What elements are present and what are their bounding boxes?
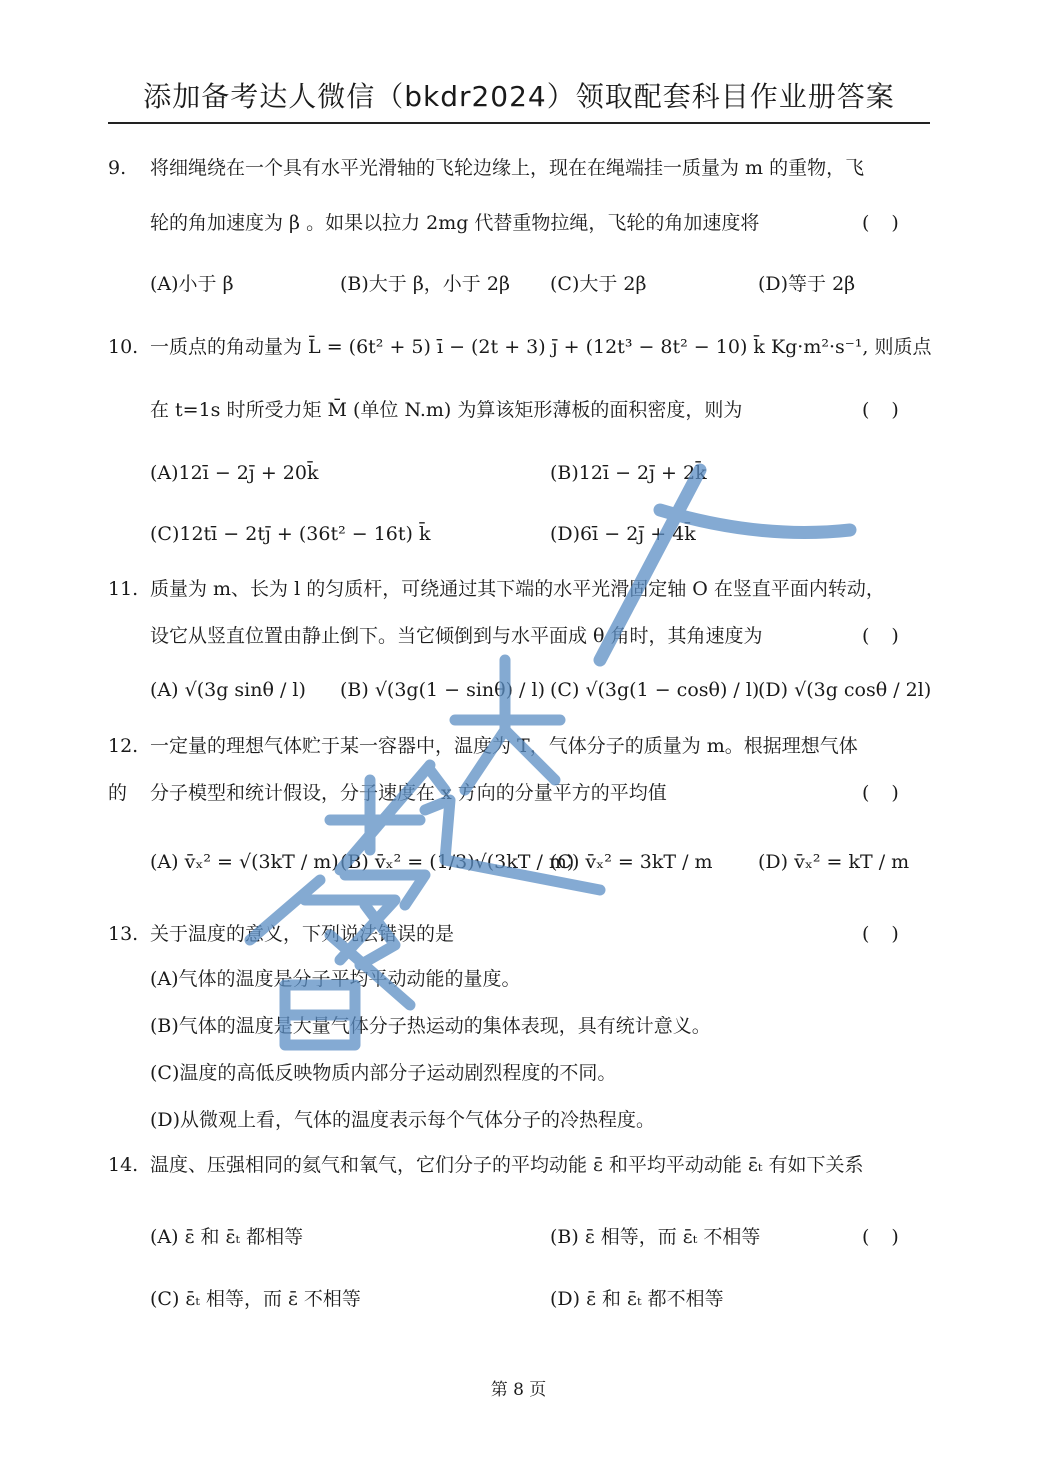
question-9-option-b: (B)大于 β，小于 2β xyxy=(340,273,510,295)
question-number-14: 14. xyxy=(108,1154,139,1176)
question-10-stem-line2: 在 t=1s 时所受力矩 M̄ (单位 N.m) 为算该矩形薄板的面积密度，则为 xyxy=(150,399,743,421)
question-12-stem-line2: 分子模型和统计假设，分子速度在 x 方向的分量平方的平均值 xyxy=(150,782,667,804)
question-14-option-c: (C) ε̄ₜ 相等，而 ε̄ 不相等 xyxy=(150,1288,361,1310)
page-header-title: 添加备考达人微信（bkdr2024）领取配套科目作业册答案 xyxy=(143,80,895,113)
question-13-option-b: (B)气体的温度是大量气体分子热运动的集体表现，具有统计意义。 xyxy=(150,1015,711,1037)
question-13-stem-line1: 关于温度的意义，下列说法错误的是 xyxy=(150,923,455,945)
question-12-answer-parens: () xyxy=(862,782,921,804)
question-11-option-d: (D) √(3g cosθ / 2l) xyxy=(758,679,932,701)
question-12-option-b: (B) v̄ₓ² = (1/3)√(3kT / m) xyxy=(340,851,575,873)
question-13-answer-parens: () xyxy=(862,923,921,945)
question-9-stem-line1: 将细绳绕在一个具有水平光滑轴的飞轮边缘上，现在在绳端挂一质量为 m 的重物，飞 xyxy=(150,157,865,179)
question-9-option-d: (D)等于 2β xyxy=(758,273,856,295)
question-12-stem-prefix: 的 xyxy=(108,782,128,804)
question-11-option-a: (A) √(3g sinθ / l) xyxy=(150,679,306,701)
question-9-option-c: (C)大于 2β xyxy=(550,273,647,295)
question-14-option-a: (A) ε̄ 和 ε̄ₜ 都相等 xyxy=(150,1226,304,1248)
page-number: 第 8 页 xyxy=(490,1380,547,1400)
question-9-stem-line2: 轮的角加速度为 β 。如果以拉力 2mg 代替重物拉绳，飞轮的角加速度将 xyxy=(150,212,760,234)
question-10-option-c: (C)12tī − 2tj̄ + (36t² − 16t) k̄ xyxy=(150,523,431,545)
question-11-answer-parens: () xyxy=(862,625,921,647)
question-12-option-a: (A) v̄ₓ² = √(3kT / m) xyxy=(150,851,339,873)
question-14-option-b: (B) ε̄ 相等，而 ε̄ₜ 不相等 xyxy=(550,1226,761,1248)
question-10-answer-parens: () xyxy=(862,399,921,421)
question-number-9: 9. xyxy=(108,157,127,179)
question-10-option-d: (D)6ī − 2j̄ + 4k̄ xyxy=(550,523,696,545)
question-number-12: 12. xyxy=(108,735,139,757)
question-11-stem-line1: 质量为 m、长为 l 的匀质杆，可绕通过其下端的水平光滑固定轴 O 在竖直平面内转动， xyxy=(150,578,885,600)
question-10-option-a: (A)12ī − 2j̄ + 20k̄ xyxy=(150,462,319,484)
question-number-10: 10. xyxy=(108,336,139,358)
question-10-option-b: (B)12ī − 2j̄ + 2k̄ xyxy=(550,462,707,484)
question-14-stem-line1: 温度、压强相同的氦气和氧气，它们分子的平均动能 ε̄ 和平均平动动能 ε̄ₜ 有如下关系 xyxy=(150,1154,864,1176)
question-11-option-c: (C) √(3g(1 − cosθ) / l) xyxy=(550,679,760,701)
question-14-option-d: (D) ε̄ 和 ε̄ₜ 都不相等 xyxy=(550,1288,724,1310)
question-13-option-d: (D)从微观上看，气体的温度表示每个气体分子的冷热程度。 xyxy=(150,1109,656,1131)
question-number-11: 11. xyxy=(108,578,139,600)
question-11-stem-line2: 设它从竖直位置由静止倒下。当它倾倒到与水平面成 θ 角时，其角速度为 xyxy=(150,625,763,647)
question-9-answer-parens: () xyxy=(862,212,921,234)
question-number-13: 13. xyxy=(108,923,139,945)
question-13-option-a: (A)气体的温度是分子平均平动动能的量度。 xyxy=(150,968,521,990)
question-12-option-d: (D) v̄ₓ² = kT / m xyxy=(758,851,910,873)
question-10-stem-line1: 一质点的角动量为 L̄ = (6t² + 5) ī − (2t + 3) j̄ + (12t³ − 8t² − 10) k̄ Kg·m²·s⁻¹, 则质点 xyxy=(150,336,932,358)
question-12-option-c: (C) v̄ₓ² = 3kT / m xyxy=(550,851,713,873)
question-13-option-c: (C)温度的高低反映物质内部分子运动剧烈程度的不同。 xyxy=(150,1062,617,1084)
question-14-answer-parens: () xyxy=(862,1226,921,1248)
question-11-option-b: (B) √(3g(1 − sinθ) / l) xyxy=(340,679,545,701)
question-9-option-a: (A)小于 β xyxy=(150,273,234,295)
header-divider xyxy=(108,122,930,124)
question-12-stem-line1: 一定量的理想气体贮于某一容器中，温度为 T，气体分子的质量为 m。根据理想气体 xyxy=(150,735,858,757)
